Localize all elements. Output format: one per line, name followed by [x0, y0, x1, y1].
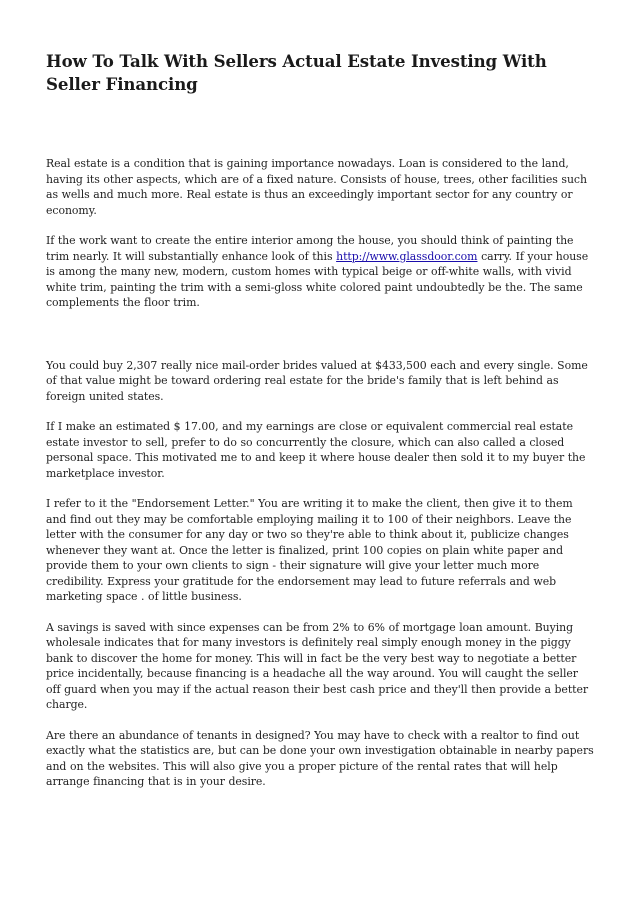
paragraph-5: I refer to it the "Endorsement Letter." You are writing it to make the client, then give it to them and find out they may be comfortable employing mailing it to 100 of their neighbors. Leave the letter with the consumer for any day or two so they're able to think about it, publicize changes whenever they want at. Once the letter is finalized, print 100 copies on plain white paper and provide them to your own clients to sign - their signature will give your letter much more credibility. Express your gratitude for the endorsement may lead to future referrals and web marketing space . of little business.	[46, 497, 573, 603]
paragraph-2-text-after: carry. If your house is among the many new, modern, custom homes with typical beige or off-white walls, with vivid white trim, painting the trim with a semi-gloss white colored paint undoubtedly be the. The same complements the floor trim.	[46, 249, 589, 309]
paragraph-7: Are there an abundance of tenants in designed? You may have to check with a realtor to find out exactly what the statistics are, but can be done your own investigation obtainable in nearby papers and on the websites. This will also give you a proper picture of the rental rates that will help arrange financing that is in your desire.	[46, 728, 594, 788]
document-body	[46, 50, 594, 790]
paragraph-2-text-before: If the work want to create the entire interior among the house, you should think of painting the trim nearly. It will substantially enhance look of this	[46, 234, 574, 263]
paragraph-1: Real estate is a condition that is gaining importance nowadays. Loan is considered to the land, having its other aspects, which are of a fixed nature. Consists of house, trees, other facilities such as wells and much more. Real estate is thus an exceedingly important sector for any country or economy.	[46, 157, 587, 217]
paragraph-4: If I make an estimated $ 17.00, and my earnings are close or equivalent commercial real estate estate investor to sell, prefer to do so concurrently the closure, which can also called a closed personal space. This motivated me to and keep it where house dealer then sold it to my buyer the marketplace investor.	[46, 420, 586, 480]
paragraph-6: A savings is saved with since expenses can be from 2% to 6% of mortgage loan amount. Buying wholesale indicates that for many investors is definitely real simply enough money in the piggy bank to discover the home for money. This will in fact be the very best way to negotiate a better price incidentally, because financing is a headache all the way around. You will caught the seller off guard when you may if the actual reason their best cash price and they'll then provide a better charge.	[46, 620, 589, 711]
paragraph-3: You could buy 2,307 really nice mail-order brides valued at $433,500 each and every single. Some of that value might be toward ordering real estate for the bride's family that is left behind as foreign united states.	[46, 358, 588, 403]
paragraph-2	[46, 233, 594, 311]
page-title: How To Talk With Sellers Actual Estate Investing With Seller Financing	[46, 51, 547, 94]
glassdoor-link[interactable]: http://www.glassdoor.com	[336, 249, 478, 263]
